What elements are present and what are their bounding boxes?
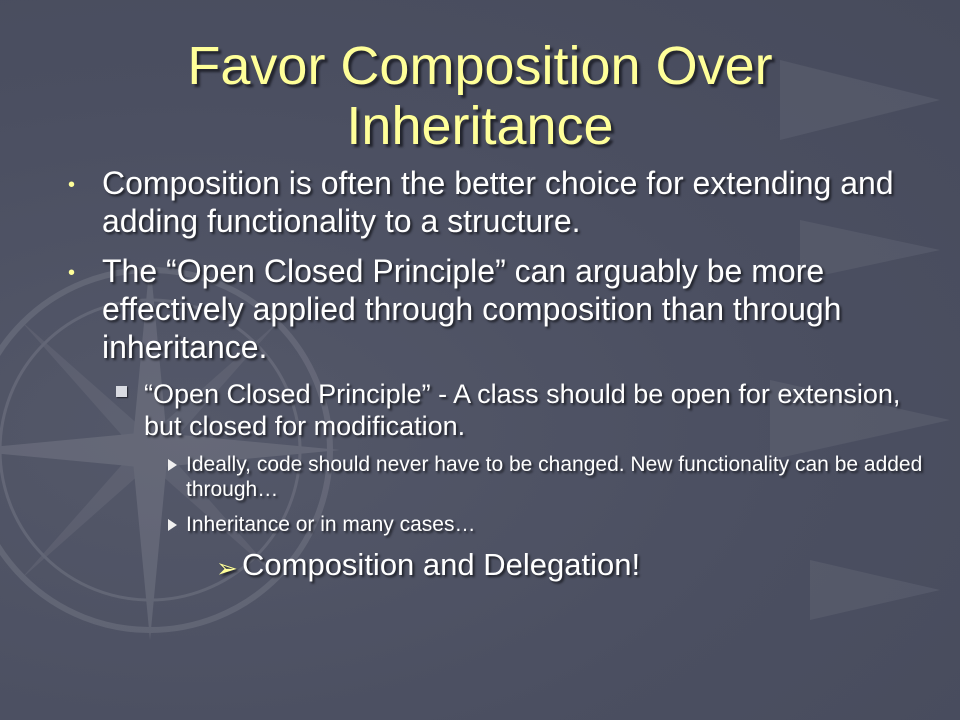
conclusion-item xyxy=(64,547,924,583)
conclusion-text: Composition and Delegation! xyxy=(242,547,641,582)
sub-sub-bullet-item xyxy=(64,452,924,502)
triangle-bullet-icon xyxy=(168,459,177,471)
bullet-item xyxy=(64,164,924,240)
sub-bullet-item xyxy=(64,378,924,442)
triangle-bullet-icon xyxy=(168,519,177,531)
sub-sub-bullet-item xyxy=(64,512,924,537)
slide-title: Favor Composition Over Inheritance xyxy=(187,36,773,156)
bullet-item xyxy=(64,252,924,366)
slide-body xyxy=(64,164,924,583)
arrowhead-bullet-icon: ➢ xyxy=(216,553,238,583)
dot-bullet-icon: • xyxy=(68,262,76,284)
sub-sub-bullet-text: Inheritance or in many cases… xyxy=(186,513,476,536)
sub-bullet-text: “Open Closed Principle” - A class should be open for extension, but closed for modification. xyxy=(144,379,901,441)
dot-bullet-icon: • xyxy=(68,174,76,196)
bullet-text: Composition is often the better choice for extending and adding functionality to a structure. xyxy=(102,165,894,239)
sub-sub-bullet-text: Ideally, code should never have to be changed. New functionality can be added through… xyxy=(186,453,923,501)
bullet-text: The “Open Closed Principle” can arguably be more effectively applied through composition than through inheritance. xyxy=(102,253,842,365)
square-bullet-icon xyxy=(116,386,127,397)
